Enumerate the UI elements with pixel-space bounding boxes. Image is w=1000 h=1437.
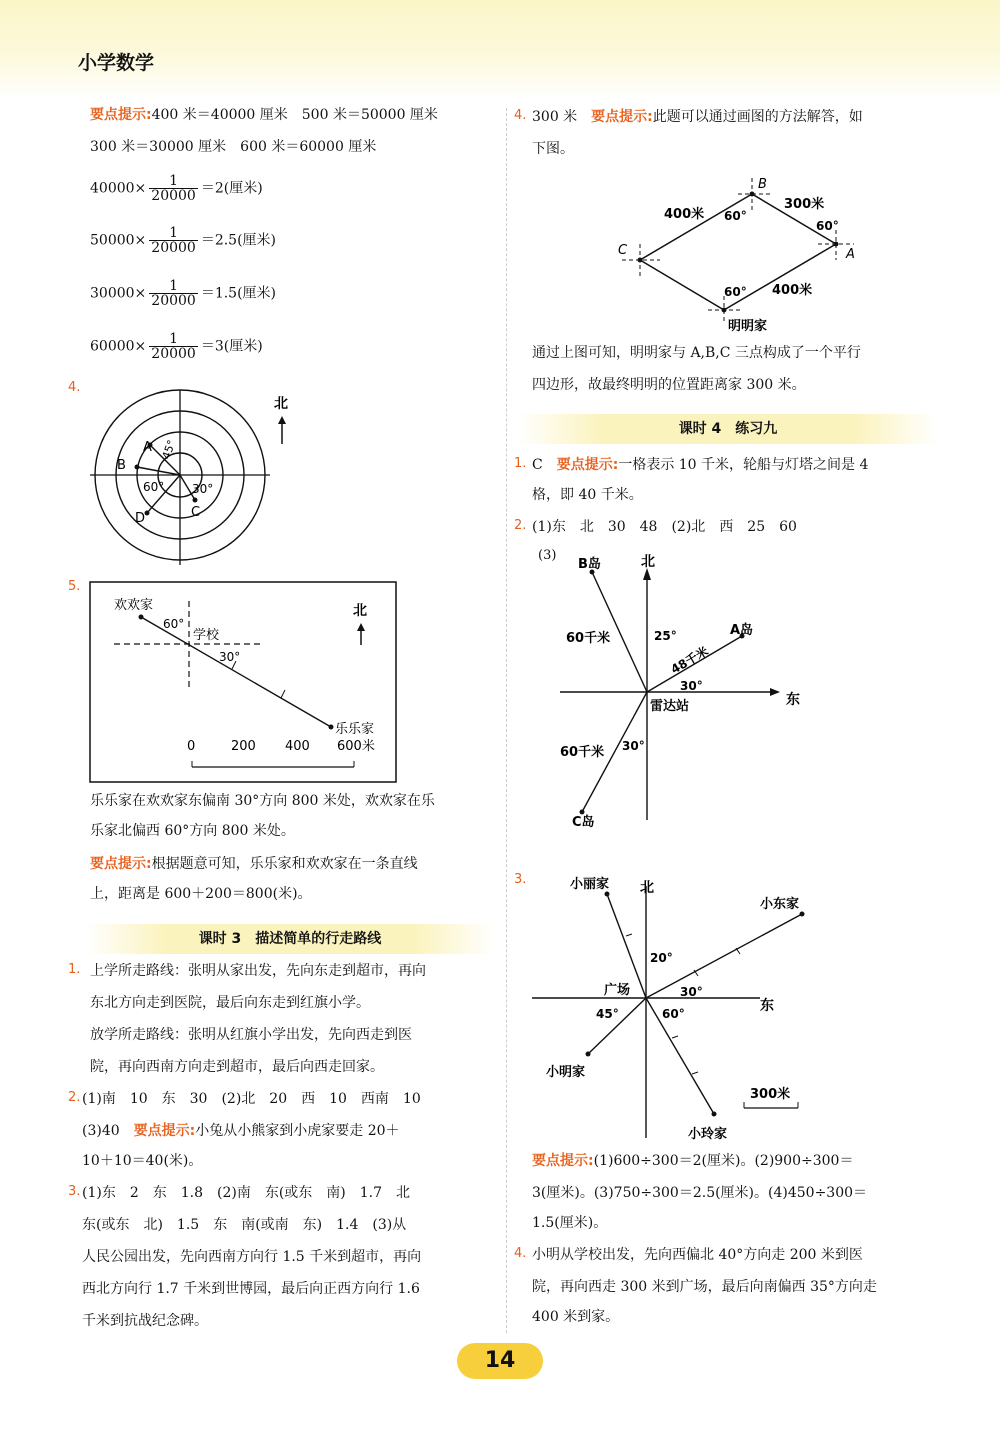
fraction xyxy=(149,174,198,203)
angle-30-label: 30° xyxy=(680,985,703,999)
point-A-label: A xyxy=(143,440,152,455)
distance-400-label: 400米 xyxy=(664,207,705,222)
hint-label: 要点提示: xyxy=(90,107,152,123)
calc-rhs: ＝3(厘米) xyxy=(200,338,263,355)
s4-q2-line1: (1)东 北 30 48 (2)北 西 25 60 xyxy=(532,519,797,535)
q5-answer-line2: 乐家北偏西 60°方向 800 米处。 xyxy=(90,823,295,839)
calc-lhs: 40000× xyxy=(90,180,147,197)
xiaodong-home-label: 小东家 xyxy=(760,897,800,912)
s3-q2-line3: 10＋10＝40(米)。 xyxy=(82,1153,203,1169)
fraction-denominator: 20000 xyxy=(151,240,196,256)
north-label: 北 xyxy=(353,603,367,619)
east-label: 东 xyxy=(760,998,774,1014)
s4-q3-hint-line2: 3(厘米)。(3)750÷300＝2.5(厘米)。(4)450÷300＝ xyxy=(532,1185,868,1201)
s3-q2-line2 xyxy=(82,1120,400,1140)
hint-1 xyxy=(90,104,438,124)
angle-60-label: 60° xyxy=(816,219,839,233)
fraction-numerator: 1 xyxy=(169,173,179,189)
fraction-denominator: 20000 xyxy=(151,188,196,204)
s3-q3-line5: 千米到抗战纪念碑。 xyxy=(82,1313,208,1329)
angle-60-label: 60° xyxy=(724,209,747,223)
section-3-heading: 课时 3 描述简单的行走路线 xyxy=(85,924,495,954)
north-label: 北 xyxy=(641,554,655,570)
calc-lhs: 30000× xyxy=(90,285,147,302)
page-header-title: 小学数学 xyxy=(78,52,155,74)
s4-q1-number: 1. xyxy=(514,456,527,471)
scale-label: 300米 xyxy=(750,1087,791,1102)
hint-1-line2: 300 米＝30000 厘米 600 米＝60000 厘米 xyxy=(90,139,377,155)
hint-label: 要点提示: xyxy=(90,856,152,872)
radar-station-figure xyxy=(550,550,810,830)
s3-q1-line1: 上学所走路线：张明从家出发，先向东走到超市，再向 xyxy=(90,963,426,979)
point-A-label: A xyxy=(846,247,855,262)
point-C-label: C xyxy=(618,243,628,258)
huanhuan-home-label: 欢欢家 xyxy=(114,598,154,613)
s4-q4-line3: 400 米到家。 xyxy=(532,1309,620,1325)
hint-label: 要点提示: xyxy=(532,1153,594,1169)
s3-q1-number: 1. xyxy=(68,962,81,977)
scale-0-label: 0 xyxy=(187,739,196,754)
distance-400-label: 400米 xyxy=(772,283,813,298)
angle-30-label: 30° xyxy=(622,739,645,753)
s4-q1-line2: 格，即 40 千米。 xyxy=(532,487,643,503)
s3-q3-line2: 东(或东 北) 1.5 东 南(或南 东) 1.4 (3)从 xyxy=(82,1217,407,1233)
section-4-heading: 课时 4 练习九 xyxy=(518,414,938,444)
calc-rhs: ＝2(厘米) xyxy=(200,180,263,197)
school-label: 学校 xyxy=(193,628,220,643)
s4-q1-line1 xyxy=(532,454,868,474)
s4-q2-part3: (3) xyxy=(538,548,557,563)
xiaoming-home-label: 小明家 xyxy=(546,1065,586,1080)
hint-label: 要点提示: xyxy=(556,457,619,473)
hint-text: 400 米＝40000 厘米 500 米＝50000 厘米 xyxy=(151,107,438,123)
island-A-label: A岛 xyxy=(730,623,754,638)
hint-text: 根据题意可知，乐乐家和欢欢家在一条直线 xyxy=(151,856,418,872)
angle-60-label: 60° xyxy=(143,480,165,494)
angle-20-label: 20° xyxy=(650,951,673,965)
mingming-home-label: 明明家 xyxy=(728,319,768,334)
s3-q3-number: 3. xyxy=(68,1184,81,1199)
north-label: 北 xyxy=(640,880,654,896)
s4-q3-hint-line3: 1.5(厘米)。 xyxy=(532,1215,608,1231)
s4-q4-number: 4. xyxy=(514,1246,527,1261)
angle-60-label: 60° xyxy=(662,1007,685,1021)
s3-q1-line3: 放学所走路线：张明从红旗小学出发，先向西走到医 xyxy=(90,1027,412,1043)
q5-number: 5. xyxy=(68,579,81,594)
q4-conclusion-line2: 四边形，故最终明明的位置距离家 300 米。 xyxy=(532,377,806,393)
fraction-denominator: 20000 xyxy=(151,346,196,362)
angle-45-label: 45° xyxy=(596,1007,619,1021)
xiaoli-home-label: 小丽家 xyxy=(570,877,610,892)
q5-hint-line2: 上，距离是 600＋200＝800(米)。 xyxy=(90,886,312,902)
east-label: 东 xyxy=(786,692,800,708)
point-D-label: D xyxy=(135,511,146,526)
s4-q4-line1: 小明从学校出发，先向西偏北 40°方向走 200 米到医 xyxy=(532,1247,863,1263)
hint-text: 一格表示 10 千米，轮船与灯塔之间是 4 xyxy=(618,457,869,473)
north-label: 北 xyxy=(274,396,288,412)
plaza-map-figure xyxy=(532,868,822,1148)
s4-q1-answer: C xyxy=(532,457,557,473)
q4-conclusion-line1: 通过上图可知，明明家与 A,B,C 三点构成了一个平行 xyxy=(532,345,861,361)
distance-60km-label: 60千米 xyxy=(566,631,611,646)
s3-q3-line3: 人民公园出发，先向西南方向行 1.5 千米到超市，再向 xyxy=(82,1249,422,1265)
s3-q2-line1: (1)南 10 东 30 (2)北 20 西 10 西南 10 xyxy=(82,1091,421,1107)
angle-25-label: 25° xyxy=(654,629,677,643)
xiaoling-home-label: 小玲家 xyxy=(688,1127,728,1142)
point-B-label: B xyxy=(117,458,126,473)
q4-right-line1 xyxy=(532,106,863,126)
angle-60-label: 60° xyxy=(724,285,747,299)
fraction-numerator: 1 xyxy=(169,225,179,241)
calc-lhs: 60000× xyxy=(90,338,147,355)
s3-q1-line2: 东北方向走到医院，最后向东走到红旗小学。 xyxy=(90,995,370,1011)
fraction xyxy=(149,332,198,361)
fraction-numerator: 1 xyxy=(169,278,179,294)
island-B-label: B岛 xyxy=(578,557,601,572)
angle-60-label: 60° xyxy=(163,617,185,631)
distance-300-label: 300米 xyxy=(784,197,825,212)
angle-30-label: 30° xyxy=(192,482,214,496)
angle-30-label: 30° xyxy=(680,679,703,693)
fraction xyxy=(149,279,198,308)
calc-rhs: ＝1.5(厘米) xyxy=(200,285,277,302)
s3-q3-line4: 西北方向行 1.7 千米到世博园，最后向正西方向行 1.6 xyxy=(82,1281,420,1297)
calc-row xyxy=(90,332,263,361)
fraction-denominator: 20000 xyxy=(151,293,196,309)
s4-q3-hint-line1 xyxy=(532,1150,853,1170)
fraction xyxy=(149,226,198,255)
point-C-label: C xyxy=(191,505,201,520)
q4-right-number: 4. xyxy=(514,108,527,123)
north-arrow xyxy=(272,392,296,448)
calc-row xyxy=(90,174,263,203)
hint-text: (1)600÷300＝2(厘米)。(2)900÷300＝ xyxy=(593,1153,854,1169)
page-number: 14 xyxy=(457,1343,543,1379)
fraction-numerator: 1 xyxy=(169,331,179,347)
s3-q1-line4: 院，再向西南方向走到超市，最后向西走回家。 xyxy=(90,1059,384,1075)
hint-text: 此题可以通过画图的方法解答，如 xyxy=(652,109,863,125)
distance-60km-label: 60千米 xyxy=(560,745,605,760)
calc-rhs: ＝2.5(厘米) xyxy=(200,232,277,249)
scale-600-label: 600米 xyxy=(337,739,375,754)
scale-400-label: 400 xyxy=(285,739,310,754)
q4-number: 4. xyxy=(68,380,81,395)
s3-q2-number: 2. xyxy=(68,1090,81,1105)
island-C-label: C岛 xyxy=(572,815,595,830)
lele-home-label: 乐乐家 xyxy=(335,722,375,737)
q5-answer-line1: 乐乐家在欢欢家东偏南 30°方向 800 米处，欢欢家在乐 xyxy=(90,793,435,809)
scale-200-label: 200 xyxy=(231,739,256,754)
q4-right-line2: 下图。 xyxy=(532,141,574,157)
hint-label: 要点提示: xyxy=(591,109,653,125)
plaza-label: 广场 xyxy=(604,983,631,998)
radar-station-label: 雷达站 xyxy=(650,699,690,714)
s4-q3-number: 3. xyxy=(514,872,527,887)
s4-q2-number: 2. xyxy=(514,518,527,533)
angle-45-label: 45° xyxy=(159,438,179,462)
calc-row xyxy=(90,279,276,308)
point-B-label: B xyxy=(758,177,767,192)
calc-row xyxy=(90,226,276,255)
calc-lhs: 50000× xyxy=(90,232,147,249)
s3-q2-answer: (3)40 xyxy=(82,1123,134,1139)
parallelogram-figure xyxy=(610,172,870,337)
s3-q3-line1: (1)东 2 东 1.8 (2)南 东(或东 南) 1.7 北 xyxy=(82,1185,411,1201)
s4-q4-line2: 院，再向西走 300 米到广场，最后向南偏西 35°方向走 xyxy=(532,1279,877,1295)
hint-label: 要点提示: xyxy=(133,1123,196,1139)
q4-answer: 300 米 xyxy=(532,109,592,125)
q5-map-figure xyxy=(89,581,399,786)
q5-hint-line1 xyxy=(90,853,418,873)
column-divider xyxy=(506,108,507,1333)
hint-text: 小兔从小熊家到小虎家要走 20＋ xyxy=(195,1123,400,1139)
distance-48km-label: 48千米 xyxy=(668,644,711,677)
angle-30-label: 30° xyxy=(219,650,241,664)
